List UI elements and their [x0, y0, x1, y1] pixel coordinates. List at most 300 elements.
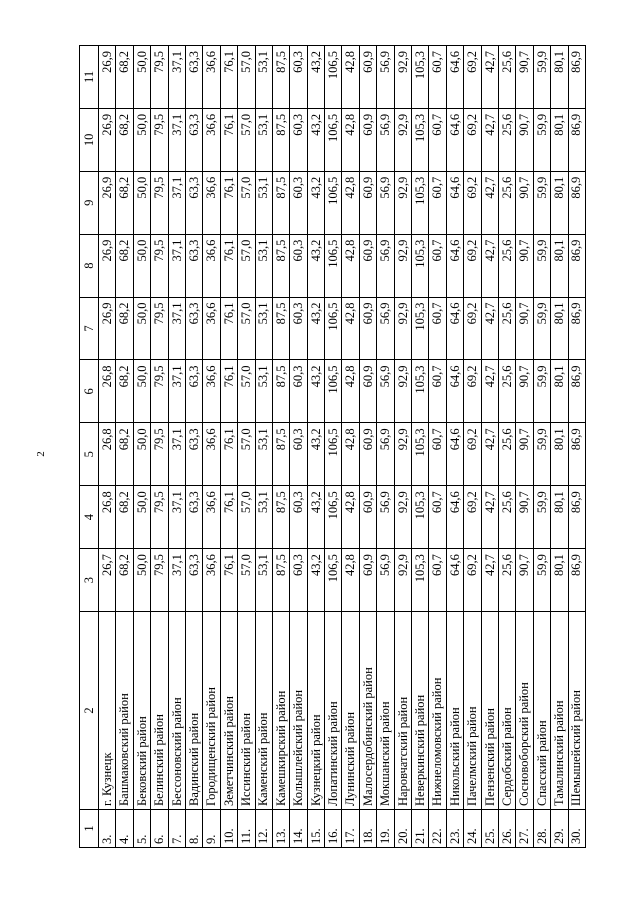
district-name: Нижнеломовский район	[429, 612, 446, 810]
value-cell: 60,3	[290, 423, 307, 486]
table-row	[151, 45, 168, 847]
value-cell: 43,2	[307, 171, 324, 234]
value-cell: 90,7	[516, 45, 533, 108]
value-cell: 42,7	[481, 171, 498, 234]
value-cell: 63,3	[185, 486, 202, 549]
row-number: 3.	[99, 810, 116, 848]
value-cell: 42,8	[342, 549, 359, 612]
value-cell: 60,7	[429, 486, 446, 549]
value-cell: 42,8	[342, 45, 359, 108]
value-cell: 76,1	[220, 171, 237, 234]
row-number: 10.	[220, 810, 237, 848]
value-cell: 105,3	[412, 108, 429, 171]
value-cell: 105,3	[412, 360, 429, 423]
value-cell: 106,5	[325, 108, 342, 171]
value-cell: 60,9	[359, 45, 376, 108]
district-name: Мокшанский район	[377, 612, 394, 810]
value-cell: 80,1	[551, 486, 568, 549]
value-cell: 68,2	[116, 423, 133, 486]
value-cell: 57,0	[238, 423, 255, 486]
value-cell: 53,1	[255, 549, 272, 612]
value-cell: 60,3	[290, 234, 307, 297]
table-row	[133, 45, 150, 847]
value-cell: 43,2	[307, 486, 324, 549]
value-cell: 56,9	[377, 171, 394, 234]
value-cell: 69,2	[464, 360, 481, 423]
column-header: 5	[80, 423, 99, 486]
value-cell: 25,6	[498, 171, 515, 234]
table-row	[516, 45, 533, 847]
value-cell: 43,2	[307, 234, 324, 297]
value-cell: 42,7	[481, 549, 498, 612]
row-number: 25.	[481, 810, 498, 848]
value-cell: 25,6	[498, 486, 515, 549]
column-header: 1	[80, 810, 99, 848]
table-row	[203, 45, 220, 847]
value-cell: 80,1	[551, 234, 568, 297]
value-cell: 56,9	[377, 297, 394, 360]
row-number: 11.	[238, 810, 255, 848]
value-cell: 92,9	[394, 549, 411, 612]
value-cell: 50,0	[133, 549, 150, 612]
value-cell: 60,3	[290, 360, 307, 423]
district-name: Шемышейский район	[568, 612, 585, 810]
value-cell: 86,9	[568, 234, 585, 297]
value-cell: 64,6	[446, 423, 463, 486]
value-cell: 25,6	[498, 234, 515, 297]
value-cell: 53,1	[255, 297, 272, 360]
value-cell: 60,7	[429, 297, 446, 360]
value-cell: 42,7	[481, 360, 498, 423]
value-cell: 79,5	[151, 360, 168, 423]
value-cell: 87,5	[272, 549, 289, 612]
value-cell: 76,1	[220, 486, 237, 549]
value-cell: 43,2	[307, 108, 324, 171]
table-row	[255, 45, 272, 847]
value-cell: 68,2	[116, 171, 133, 234]
value-cell: 50,0	[133, 360, 150, 423]
value-cell: 36,6	[203, 45, 220, 108]
column-header: 8	[80, 234, 99, 297]
value-cell: 76,1	[220, 45, 237, 108]
column-header: 11	[80, 45, 99, 108]
value-cell: 68,2	[116, 549, 133, 612]
value-cell: 60,9	[359, 108, 376, 171]
value-cell: 60,3	[290, 45, 307, 108]
column-header: 6	[80, 360, 99, 423]
column-header: 3	[80, 549, 99, 612]
value-cell: 106,5	[325, 423, 342, 486]
district-name: Малосердобинский район	[359, 612, 376, 810]
row-number: 12.	[255, 810, 272, 848]
value-cell: 86,9	[568, 171, 585, 234]
row-number: 14.	[290, 810, 307, 848]
district-name: Сосновоборский район	[516, 612, 533, 810]
value-cell: 26,9	[99, 234, 116, 297]
value-cell: 69,2	[464, 171, 481, 234]
value-cell: 64,6	[446, 549, 463, 612]
value-cell: 105,3	[412, 297, 429, 360]
value-cell: 60,7	[429, 360, 446, 423]
district-name: Лунинский район	[342, 612, 359, 810]
row-number: 16.	[325, 810, 342, 848]
value-cell: 80,1	[551, 171, 568, 234]
row-number: 19.	[377, 810, 394, 848]
value-cell: 63,3	[185, 45, 202, 108]
value-cell: 60,9	[359, 297, 376, 360]
value-cell: 68,2	[116, 45, 133, 108]
value-cell: 60,9	[359, 360, 376, 423]
value-cell: 80,1	[551, 45, 568, 108]
district-name: Сердобский район	[498, 612, 515, 810]
value-cell: 56,9	[377, 234, 394, 297]
value-cell: 60,9	[359, 423, 376, 486]
value-cell: 64,6	[446, 108, 463, 171]
row-number: 17.	[342, 810, 359, 848]
value-cell: 57,0	[238, 171, 255, 234]
value-cell: 53,1	[255, 108, 272, 171]
value-cell: 86,9	[568, 360, 585, 423]
value-cell: 76,1	[220, 234, 237, 297]
value-cell: 43,2	[307, 549, 324, 612]
table-row	[394, 45, 411, 847]
value-cell: 69,2	[464, 108, 481, 171]
row-number: 26.	[498, 810, 515, 848]
value-cell: 60,9	[359, 549, 376, 612]
value-cell: 92,9	[394, 297, 411, 360]
district-name: Земетчинский район	[220, 612, 237, 810]
value-cell: 80,1	[551, 108, 568, 171]
value-cell: 80,1	[551, 549, 568, 612]
value-cell: 86,9	[568, 108, 585, 171]
value-cell: 64,6	[446, 297, 463, 360]
value-cell: 90,7	[516, 549, 533, 612]
value-cell: 36,6	[203, 486, 220, 549]
value-cell: 59,9	[533, 45, 550, 108]
value-cell: 42,7	[481, 234, 498, 297]
value-cell: 42,8	[342, 234, 359, 297]
value-cell: 69,2	[464, 297, 481, 360]
value-cell: 53,1	[255, 45, 272, 108]
value-cell: 50,0	[133, 297, 150, 360]
value-cell: 37,1	[168, 45, 185, 108]
value-cell: 87,5	[272, 360, 289, 423]
value-cell: 42,8	[342, 297, 359, 360]
district-name: Иссинский район	[238, 612, 255, 810]
value-cell: 36,6	[203, 171, 220, 234]
value-cell: 76,1	[220, 549, 237, 612]
row-number: 27.	[516, 810, 533, 848]
table-row	[238, 45, 255, 847]
row-number: 28.	[533, 810, 550, 848]
value-cell: 63,3	[185, 549, 202, 612]
table-row	[290, 45, 307, 847]
value-cell: 26,9	[99, 45, 116, 108]
value-cell: 86,9	[568, 423, 585, 486]
value-cell: 64,6	[446, 45, 463, 108]
value-cell: 80,1	[551, 360, 568, 423]
table-row	[342, 45, 359, 847]
value-cell: 105,3	[412, 423, 429, 486]
row-number: 22.	[429, 810, 446, 848]
value-cell: 53,1	[255, 423, 272, 486]
value-cell: 79,5	[151, 45, 168, 108]
row-number: 23.	[446, 810, 463, 848]
value-cell: 36,6	[203, 297, 220, 360]
table-body	[80, 45, 586, 847]
value-cell: 60,3	[290, 486, 307, 549]
district-name: Лопатинский район	[325, 612, 342, 810]
value-cell: 105,3	[412, 171, 429, 234]
value-cell: 36,6	[203, 360, 220, 423]
value-cell: 37,1	[168, 549, 185, 612]
value-cell: 56,9	[377, 108, 394, 171]
value-cell: 80,1	[551, 423, 568, 486]
value-cell: 76,1	[220, 108, 237, 171]
value-cell: 106,5	[325, 171, 342, 234]
table-row	[116, 45, 133, 847]
value-cell: 50,0	[133, 423, 150, 486]
value-cell: 105,3	[412, 486, 429, 549]
data-table	[79, 45, 586, 848]
value-cell: 87,5	[272, 108, 289, 171]
value-cell: 92,9	[394, 423, 411, 486]
value-cell: 42,8	[342, 423, 359, 486]
value-cell: 36,6	[203, 108, 220, 171]
value-cell: 60,7	[429, 423, 446, 486]
row-number: 7.	[168, 810, 185, 848]
table-row	[377, 45, 394, 847]
value-cell: 92,9	[394, 171, 411, 234]
table-row	[168, 45, 185, 847]
value-cell: 25,6	[498, 297, 515, 360]
value-cell: 53,1	[255, 171, 272, 234]
value-cell: 105,3	[412, 549, 429, 612]
value-cell: 90,7	[516, 360, 533, 423]
table-row	[429, 45, 446, 847]
value-cell: 90,7	[516, 108, 533, 171]
table-row	[185, 45, 202, 847]
value-cell: 56,9	[377, 45, 394, 108]
district-name: Колышлейский район	[290, 612, 307, 810]
value-cell: 87,5	[272, 171, 289, 234]
value-cell: 69,2	[464, 486, 481, 549]
page-number: 2	[35, 451, 47, 457]
value-cell: 60,7	[429, 549, 446, 612]
value-cell: 59,9	[533, 486, 550, 549]
value-cell: 79,5	[151, 549, 168, 612]
value-cell: 42,8	[342, 486, 359, 549]
district-name: Неверкинский район	[412, 612, 429, 810]
value-cell: 53,1	[255, 234, 272, 297]
table-row	[220, 45, 237, 847]
value-cell: 106,5	[325, 297, 342, 360]
value-cell: 79,5	[151, 297, 168, 360]
table-row	[325, 45, 342, 847]
value-cell: 57,0	[238, 234, 255, 297]
value-cell: 79,5	[151, 108, 168, 171]
value-cell: 26,8	[99, 360, 116, 423]
district-name: Пачелмский район	[464, 612, 481, 810]
value-cell: 26,7	[99, 549, 116, 612]
row-number: 6.	[151, 810, 168, 848]
district-name: Тамалинский район	[551, 612, 568, 810]
column-header: 10	[80, 108, 99, 171]
value-cell: 59,9	[533, 234, 550, 297]
district-name: Пензенский район	[481, 612, 498, 810]
table-row	[551, 45, 568, 847]
value-cell: 42,7	[481, 486, 498, 549]
value-cell: 59,9	[533, 549, 550, 612]
row-number: 24.	[464, 810, 481, 848]
value-cell: 25,6	[498, 108, 515, 171]
value-cell: 60,7	[429, 108, 446, 171]
value-cell: 59,9	[533, 108, 550, 171]
value-cell: 59,9	[533, 171, 550, 234]
value-cell: 60,9	[359, 486, 376, 549]
district-name: Спасский район	[533, 612, 550, 810]
table-row	[359, 45, 376, 847]
value-cell: 106,5	[325, 486, 342, 549]
value-cell: 36,6	[203, 549, 220, 612]
value-cell: 50,0	[133, 45, 150, 108]
value-cell: 105,3	[412, 234, 429, 297]
value-cell: 87,5	[272, 423, 289, 486]
value-cell: 57,0	[238, 486, 255, 549]
value-cell: 57,0	[238, 549, 255, 612]
value-cell: 43,2	[307, 297, 324, 360]
column-header: 7	[80, 297, 99, 360]
value-cell: 63,3	[185, 423, 202, 486]
value-cell: 26,9	[99, 297, 116, 360]
value-cell: 60,9	[359, 234, 376, 297]
table-header-row	[80, 45, 99, 847]
value-cell: 68,2	[116, 108, 133, 171]
value-cell: 53,1	[255, 486, 272, 549]
table-row	[446, 45, 463, 847]
value-cell: 63,3	[185, 108, 202, 171]
value-cell: 25,6	[498, 423, 515, 486]
value-cell: 86,9	[568, 45, 585, 108]
rotated-page	[79, 48, 584, 848]
value-cell: 69,2	[464, 45, 481, 108]
value-cell: 79,5	[151, 423, 168, 486]
value-cell: 26,9	[99, 171, 116, 234]
value-cell: 68,2	[116, 297, 133, 360]
value-cell: 60,9	[359, 171, 376, 234]
row-number: 30.	[568, 810, 585, 848]
value-cell: 43,2	[307, 360, 324, 423]
value-cell: 60,7	[429, 45, 446, 108]
table-row	[464, 45, 481, 847]
value-cell: 86,9	[568, 486, 585, 549]
value-cell: 43,2	[307, 423, 324, 486]
district-name: Бековский район	[133, 612, 150, 810]
value-cell: 90,7	[516, 234, 533, 297]
value-cell: 26,8	[99, 486, 116, 549]
value-cell: 37,1	[168, 171, 185, 234]
value-cell: 69,2	[464, 423, 481, 486]
value-cell: 37,1	[168, 423, 185, 486]
district-name: Кузнецкий район	[307, 612, 324, 810]
table-row	[412, 45, 429, 847]
value-cell: 57,0	[238, 108, 255, 171]
value-cell: 60,3	[290, 171, 307, 234]
row-number: 18.	[359, 810, 376, 848]
value-cell: 37,1	[168, 108, 185, 171]
column-header: 4	[80, 486, 99, 549]
district-name: Башмаковский район	[116, 612, 133, 810]
district-name: Бессоновский район	[168, 612, 185, 810]
value-cell: 87,5	[272, 234, 289, 297]
district-name: Вадинский район	[185, 612, 202, 810]
value-cell: 60,3	[290, 297, 307, 360]
value-cell: 87,5	[272, 45, 289, 108]
value-cell: 105,3	[412, 45, 429, 108]
value-cell: 69,2	[464, 549, 481, 612]
value-cell: 60,7	[429, 171, 446, 234]
row-number: 15.	[307, 810, 324, 848]
value-cell: 59,9	[533, 423, 550, 486]
value-cell: 86,9	[568, 297, 585, 360]
value-cell: 90,7	[516, 171, 533, 234]
value-cell: 79,5	[151, 486, 168, 549]
row-number: 13.	[272, 810, 289, 848]
table-row	[307, 45, 324, 847]
value-cell: 68,2	[116, 234, 133, 297]
value-cell: 42,7	[481, 423, 498, 486]
value-cell: 87,5	[272, 297, 289, 360]
row-number: 9.	[203, 810, 220, 848]
value-cell: 37,1	[168, 297, 185, 360]
value-cell: 59,9	[533, 297, 550, 360]
value-cell: 59,9	[533, 360, 550, 423]
value-cell: 36,6	[203, 234, 220, 297]
row-number: 20.	[394, 810, 411, 848]
value-cell: 69,2	[464, 234, 481, 297]
value-cell: 60,3	[290, 108, 307, 171]
value-cell: 92,9	[394, 234, 411, 297]
value-cell: 90,7	[516, 423, 533, 486]
value-cell: 64,6	[446, 234, 463, 297]
value-cell: 106,5	[325, 360, 342, 423]
district-name: Камешкирский район	[272, 612, 289, 810]
value-cell: 76,1	[220, 297, 237, 360]
value-cell: 42,8	[342, 171, 359, 234]
value-cell: 92,9	[394, 360, 411, 423]
value-cell: 79,5	[151, 234, 168, 297]
value-cell: 26,9	[99, 108, 116, 171]
value-cell: 53,1	[255, 360, 272, 423]
value-cell: 79,5	[151, 171, 168, 234]
value-cell: 92,9	[394, 45, 411, 108]
value-cell: 64,6	[446, 360, 463, 423]
value-cell: 42,8	[342, 360, 359, 423]
value-cell: 57,0	[238, 360, 255, 423]
table-row	[498, 45, 515, 847]
row-number: 4.	[116, 810, 133, 848]
value-cell: 42,8	[342, 108, 359, 171]
value-cell: 76,1	[220, 423, 237, 486]
value-cell: 56,9	[377, 423, 394, 486]
value-cell: 106,5	[325, 234, 342, 297]
value-cell: 63,3	[185, 171, 202, 234]
value-cell: 56,9	[377, 360, 394, 423]
value-cell: 42,7	[481, 45, 498, 108]
value-cell: 76,1	[220, 360, 237, 423]
value-cell: 42,7	[481, 108, 498, 171]
value-cell: 68,2	[116, 360, 133, 423]
